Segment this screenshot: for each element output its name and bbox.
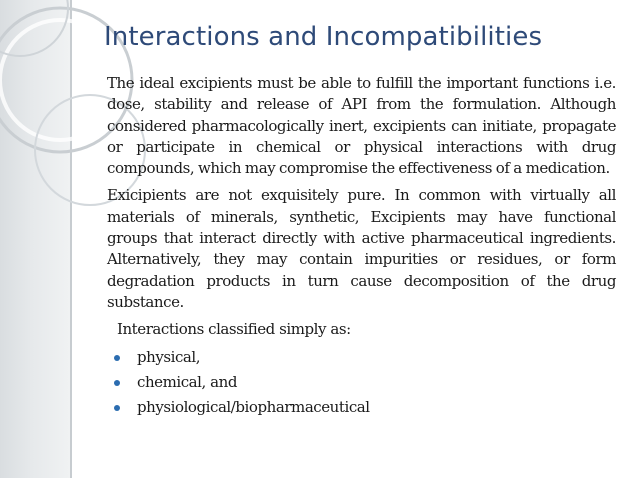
list-intro: Interactions classified simply as: [117, 320, 351, 339]
list-item-label: chemical, and [137, 372, 237, 391]
list-item [107, 397, 616, 418]
bullet-icon [114, 380, 120, 386]
bullet-icon [114, 355, 120, 361]
deco-circle-highlight [0, 20, 120, 140]
interaction-types-list [107, 347, 616, 419]
paragraph-functions: The ideal excipients must be able to fulfill the important functions i.e. dose, stability and release of API from the formulation. Although considered pharmacologically inert, excipients can initiate, propagate or participate in chemical or physical interactions with drug compounds, which may compromise the effectiveness of a medication. [107, 74, 616, 178]
list-item-label: physiological/biopharmaceutical [137, 398, 370, 417]
list-item-label: physical, [137, 347, 201, 366]
slide-title: Interactions and Incompatibilities [104, 22, 543, 52]
bullet-icon [114, 405, 120, 411]
list-item [107, 372, 616, 393]
slide-body [107, 73, 616, 422]
paragraph-purity: Exicipients are not exquisitely pure. In common with virtually all materials of minerals, synthetic, Excipients may have functional groups that interact directly with active pharmaceutical ingredients. Alternatively, they may contain impurities or residues, or form degradation products in turn cause decomposition of the drug substance. [107, 186, 616, 311]
list-item [107, 347, 616, 368]
